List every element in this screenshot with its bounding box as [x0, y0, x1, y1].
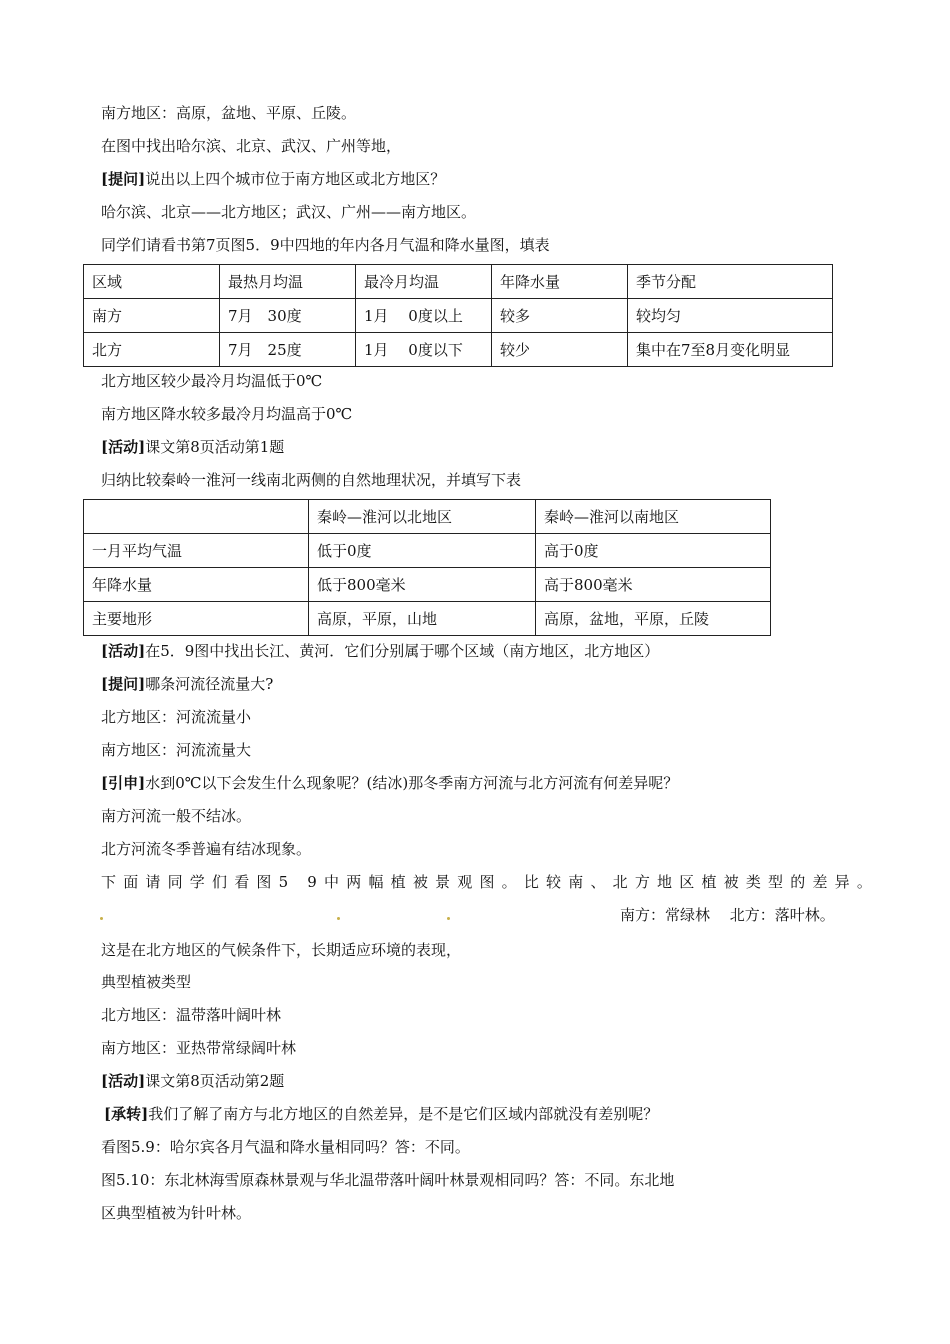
table-cell: 集中在7至8月变化明显 [628, 333, 833, 367]
line-23 [101, 1071, 284, 1091]
line-13: 南方地区：河流流量大 [101, 741, 252, 759]
table-row [84, 333, 833, 367]
table-cell: 1月 0度以下 [356, 333, 492, 367]
line-18: 南方：常绿林 北方：落叶林。 [620, 906, 835, 924]
table-cell: 高于0度 [536, 534, 771, 568]
table-header-cell: 秦岭—淮河以南地区 [536, 500, 771, 534]
table-row [84, 568, 771, 602]
table-cell: 年降水量 [84, 568, 309, 602]
table-cell: 低于800毫米 [309, 568, 536, 602]
line-26: 图5.10：东北林海雪原森林景观与华北温带落叶阔叶林景观相同吗？答：不同。东北地 [101, 1171, 675, 1189]
line-19: 这是在北方地区的气候条件下，长期适应环境的表现， [101, 941, 462, 959]
table-row [84, 602, 771, 636]
table-cell: 7月 25度 [220, 333, 356, 367]
table-cell: 较均匀 [628, 299, 833, 333]
line-8 [101, 437, 284, 457]
mark-dot [100, 917, 103, 920]
table-header-row [84, 500, 771, 534]
activity-tag: [活动] [101, 438, 146, 456]
line-20: 典型植被类型 [101, 973, 192, 991]
table-header-cell: 区域 [84, 265, 220, 299]
line-23-text: 课文第8页活动第2题 [145, 1072, 285, 1090]
line-11 [101, 674, 273, 694]
line-7: 南方地区降水较多最冷月均温高于0℃ [101, 405, 353, 423]
line-27: 区典型植被为针叶林。 [101, 1204, 252, 1222]
climate-table [83, 264, 833, 367]
line-15: 南方河流一般不结冰。 [101, 807, 252, 825]
line-1: 南方地区：高原，盆地、平原、丘陵。 [101, 104, 357, 122]
qinling-table [83, 499, 771, 636]
line-10-text: 在5．9图中找出长江、黄河．它们分别属于哪个区域（南方地区，北方地区） [145, 642, 660, 660]
line-17: 下面请同学们看图5 9中两幅植被景观图。比较南、北方地区植被类型的差异。 [101, 873, 880, 891]
table-cell: 一月平均气温 [84, 534, 309, 568]
transition-tag: [承转] [104, 1105, 149, 1123]
table-row [84, 299, 833, 333]
line-11-text: 哪条河流径流量大? [145, 675, 274, 693]
table-header-row [84, 265, 833, 299]
line-25: 看图5.9：哈尔宾各月气温和降水量相同吗？答：不同。 [101, 1138, 470, 1156]
line-24 [104, 1104, 658, 1124]
line-24-text: 我们了解了南方与北方地区的自然差异，是不是它们区域内部就没有差别呢？ [148, 1105, 659, 1123]
table-header-cell: 季节分配 [628, 265, 833, 299]
line-3 [101, 169, 445, 189]
activity-tag: [活动] [101, 642, 146, 660]
table-cell: 较少 [492, 333, 628, 367]
line-16: 北方河流冬季普遍有结冰现象。 [101, 840, 312, 858]
extension-tag: [引申] [101, 774, 146, 792]
question-tag: [提问] [101, 675, 146, 693]
table-header-cell: 最热月均温 [220, 265, 356, 299]
table-cell: 高于800毫米 [536, 568, 771, 602]
activity-tag: [活动] [101, 1072, 146, 1090]
line-2 [101, 136, 401, 156]
line-8-text: 课文第8页活动第1题 [145, 438, 285, 456]
table-cell: 高原，盆地，平原，丘陵 [536, 602, 771, 636]
table-cell: 北方 [84, 333, 220, 367]
line-22: 南方地区：亚热带常绿阔叶林 [101, 1039, 297, 1057]
table-header-cell: 年降水量 [492, 265, 628, 299]
line-6: 北方地区较少最冷月均温低于0℃ [101, 372, 323, 390]
line-9: 归纳比较秦岭一淮河一线南北两侧的自然地理状况，并填写下表 [101, 471, 522, 489]
table-cell: 高原，平原，山地 [309, 602, 536, 636]
table-cell: 较多 [492, 299, 628, 333]
table-cell: 低于0度 [309, 534, 536, 568]
line-5: 同学们请看书第7页图5．9中四地的年内各月气温和降水量图，填表 [101, 236, 550, 254]
line-3-text: 说出以上四个城市位于南方地区或北方地区？ [145, 170, 446, 188]
table-cell: 南方 [84, 299, 220, 333]
table-cell: 7月 30度 [220, 299, 356, 333]
table-cell: 主要地形 [84, 602, 309, 636]
table-header-cell: 秦岭—淮河以北地区 [309, 500, 536, 534]
mark-dot [337, 917, 340, 920]
line-12: 北方地区：河流流量小 [101, 708, 252, 726]
line-21: 北方地区：温带落叶阔叶林 [101, 1006, 282, 1024]
table-cell: 1月 0度以上 [356, 299, 492, 333]
table-header-cell [84, 500, 309, 534]
line-2-text: 在图中找出哈尔滨、北京、武汉、广州等地， [101, 137, 402, 155]
line-14 [101, 773, 678, 793]
question-tag: [提问] [101, 170, 146, 188]
line-4: 哈尔滨、北京——北方地区；武汉、广州——南方地区。 [101, 203, 477, 221]
line-10 [101, 641, 659, 661]
table-header-cell: 最冷月均温 [356, 265, 492, 299]
line-14-text: 水到0℃以下会发生什么现象呢？(结冰)那冬季南方河流与北方河流有何差异呢？ [145, 774, 679, 792]
mark-dot [447, 917, 450, 920]
table-row [84, 534, 771, 568]
